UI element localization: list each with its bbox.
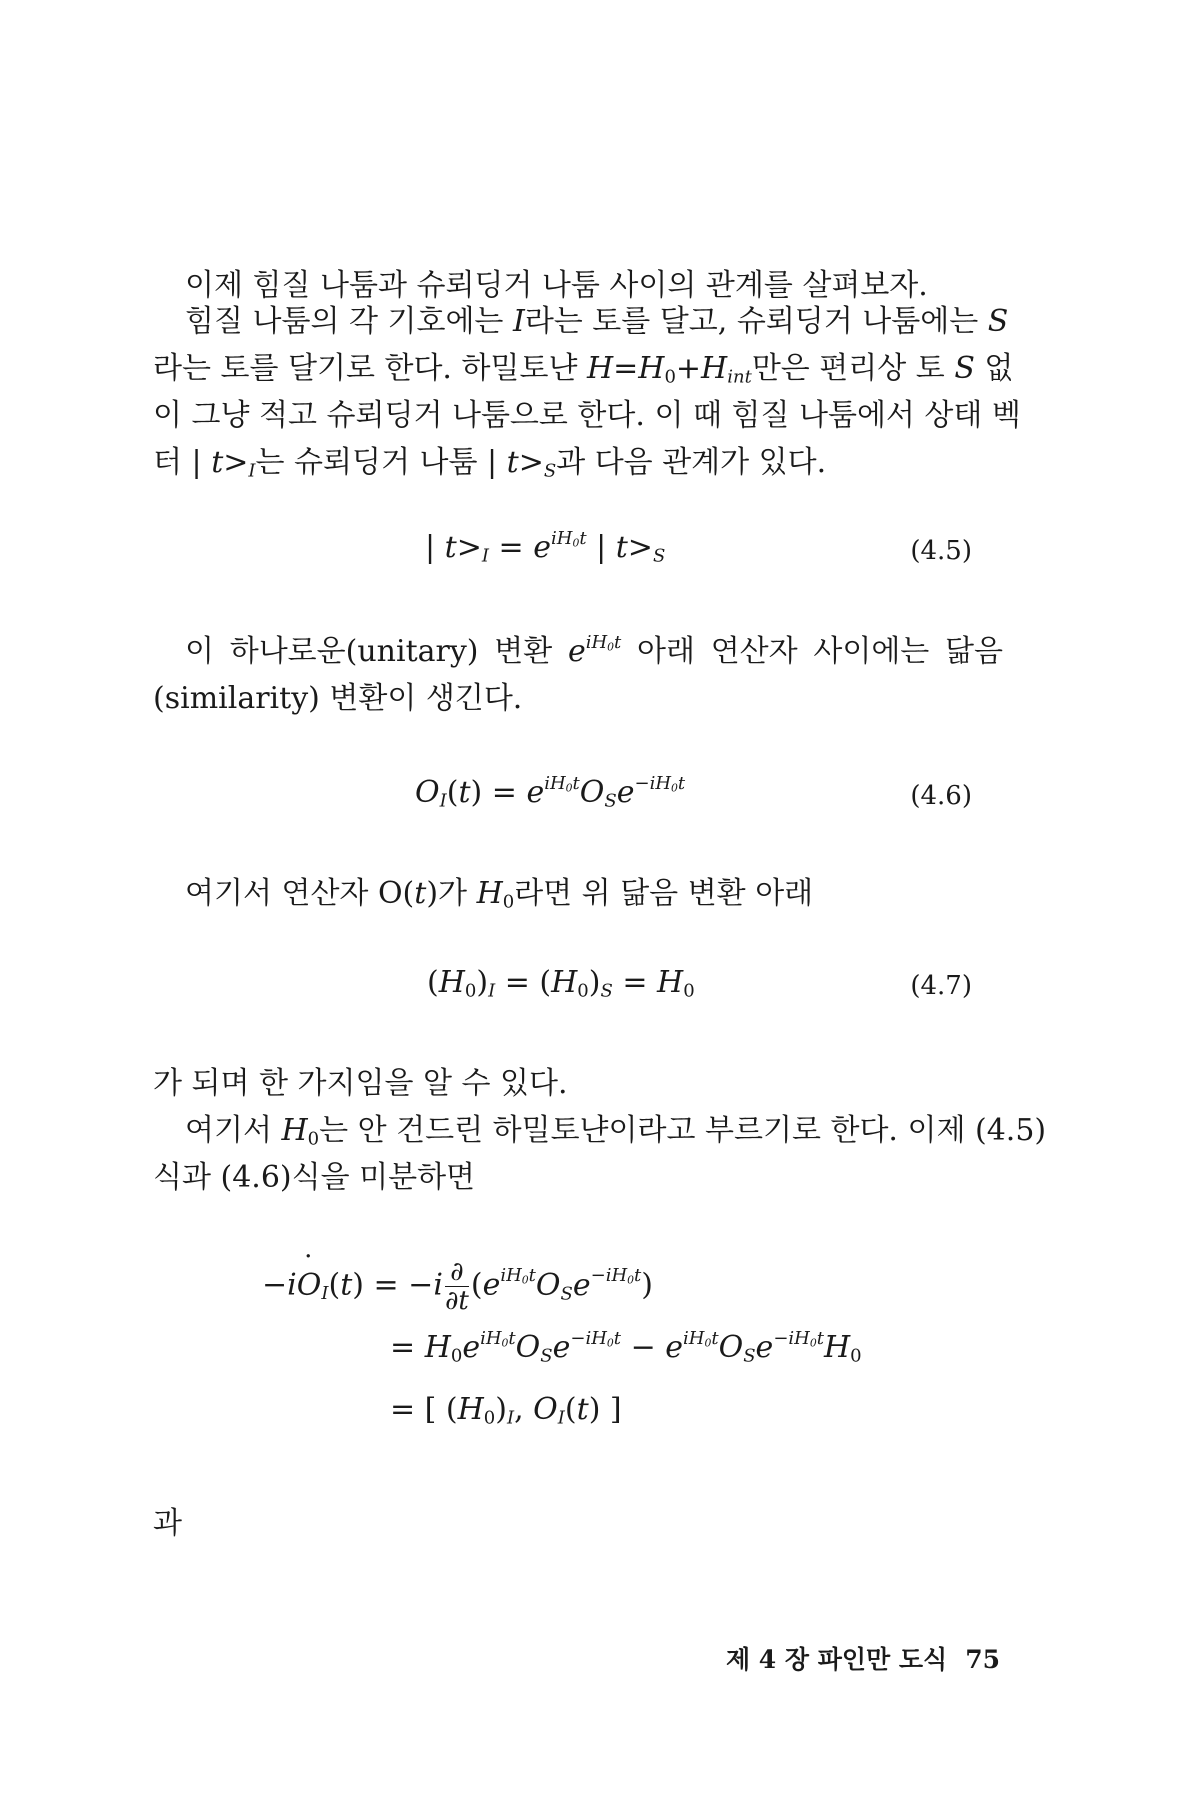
equation-number: (4.5) bbox=[910, 536, 972, 566]
text-line: 가 되며 한 가지임을 알 수 있다. bbox=[153, 1066, 568, 1101]
text-line: 여기서 $H_0$는 안 건드린 하밀토냔이라고 부르기로 한다. 이제 (4.5) bbox=[185, 1113, 1047, 1150]
equation-derivative-line-3: = [ $(H_0)_I$, $O_I(t)$ ] bbox=[390, 1392, 622, 1429]
equation-4-6: $O_I(t) = e^{iH_0t}O_Se^{-iH_0t}$ bbox=[415, 772, 686, 812]
paragraph-conclusion bbox=[153, 1060, 1047, 1201]
text-line: 여기서 연산자 O(t)가 $H_0$라면 위 닮음 변환 아래 bbox=[185, 876, 814, 913]
text-line: 힘질 나툼의 각 기호에는 I라는 토를 달고, 슈뢰딩거 나툼에는 S bbox=[185, 304, 1009, 339]
chapter-title: 제 4 장 파인만 도식 bbox=[725, 1645, 948, 1674]
paragraph-h0 bbox=[153, 870, 1003, 917]
equation-derivative-line-1: −iO $˙_I(t) = -i$ $\frac{\partial}{\partial t}$ $(e^{iH_0t}O_Se^{-iH_0t})$ bbox=[262, 1258, 653, 1315]
equation-4-5: | $t>_I = e^{iH_0t}$ | $t>_S$ bbox=[425, 527, 666, 567]
text-line: 터 | $t>_I$는 슈뢰딩거 나툼 | $t>_S$과 다음 관계가 있다. bbox=[153, 445, 827, 482]
paragraph-and bbox=[153, 1500, 1003, 1547]
text-line: 과 bbox=[153, 1506, 182, 1541]
paragraph-notation bbox=[153, 298, 1021, 486]
equation-derivative-line-2: = $H_0e^{iH_0t}O_Se^{-iH_0t} - e^{iH_0t}O_Se^{-iH_0t}H_0$ bbox=[390, 1327, 862, 1367]
text-line: 이제 힘질 나툼과 슈뢰딩거 나툼 사이의 관계를 살펴보자. bbox=[185, 268, 928, 303]
text-line: 이 하나로운(unitary) 변환 $e^{iH_0t}$ 아래 연산자 사이에는 닮음 bbox=[185, 631, 1003, 669]
text-line: 식과 (4.6)식을 미분하면 bbox=[153, 1160, 476, 1195]
equation-number: (4.7) bbox=[910, 971, 972, 1001]
page-footer bbox=[726, 1640, 1000, 1676]
text-line: 이 그냥 적고 슈뢰딩거 나툼으로 한다. 이 때 힘질 나툼에서 상태 벡 bbox=[153, 398, 1021, 433]
equation-4-7: $(H_0)_I = (H_0)_S = H_0$ bbox=[427, 965, 695, 1002]
text-line: (similarity) 변환이 생긴다. bbox=[153, 681, 523, 716]
page-number: 75 bbox=[965, 1645, 1000, 1674]
text-line: 라는 토를 달기로 한다. 하밀토냔 $H=H_0+H_{int}$만은 편리상 토 S 없 bbox=[153, 351, 1014, 388]
equation-number: (4.6) bbox=[910, 781, 972, 811]
paragraph-unitary bbox=[153, 628, 1003, 722]
